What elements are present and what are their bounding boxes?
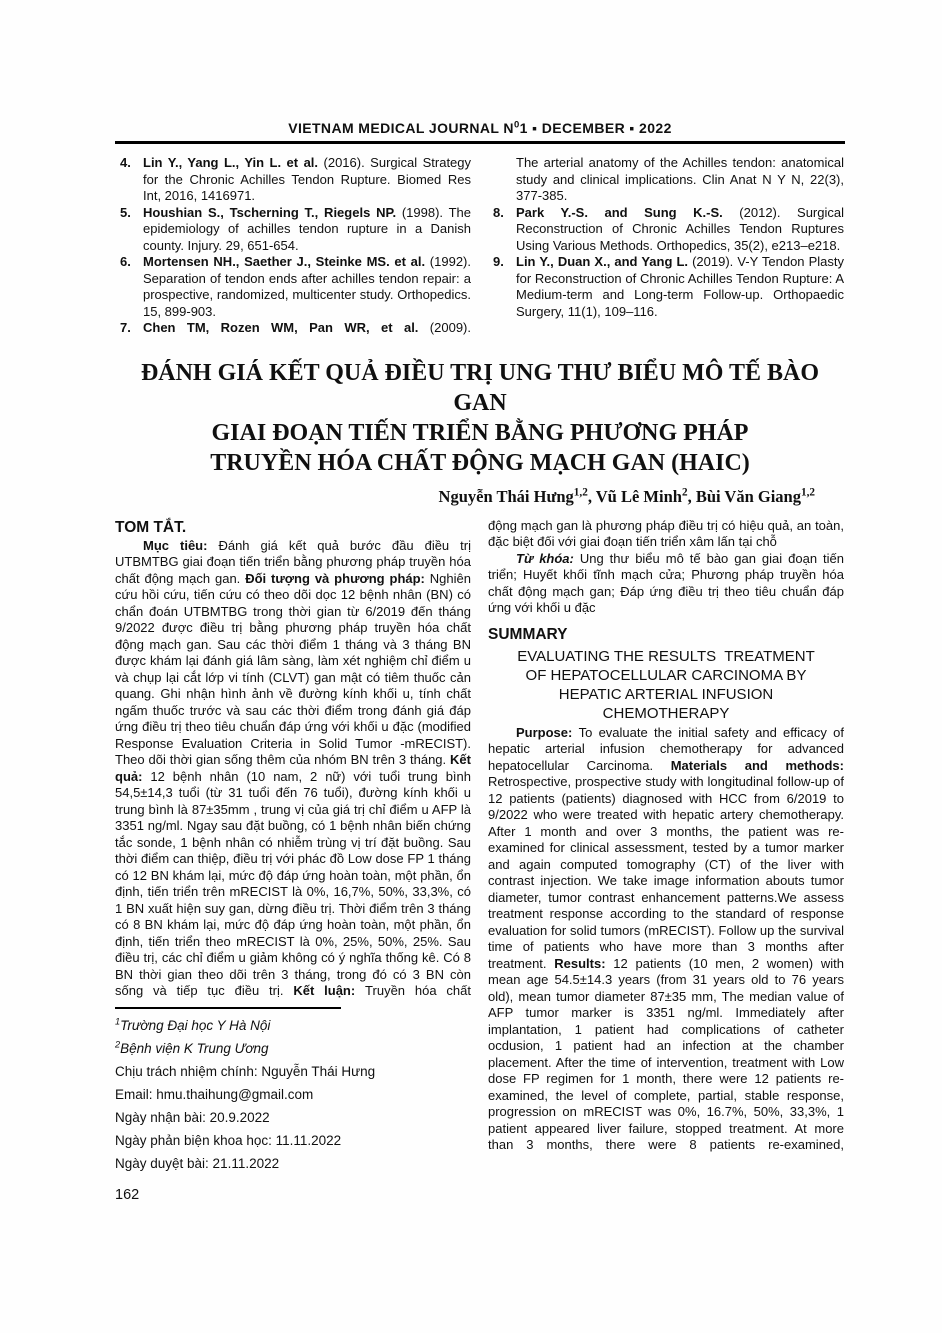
abstract-heading: TOM TẮT. [115, 518, 187, 536]
reference-item [488, 155, 844, 205]
article-title-line: GIAI ĐOẠN TIẾN TRIỂN BẰNG PHƯƠNG PHÁP [211, 419, 749, 446]
article-body [115, 518, 845, 1204]
article-title-line: TRUYỀN HÓA CHẤT ĐỘNG MẠCH GAN (HAIC) [210, 449, 750, 476]
summary-paragraph: Purpose: To evaluate the initial safety and efficacy of hepatic arterial infusion chemotherapy for advanced hepatocellular Carcinoma. Materials and methods: Retrospective, prospective study with longitudinal follow-up of 12 patients (patients) diagnosed with HCC from 6/2019 to 9/2022 who were treated with hepatic artery chemotherapy. After 1 month and over 3 months, the patient was re-examined for clinical assessment, tested by a tumor marker and again computed tomography (CT) of the liver with contrast injection. We take image information abouts tumor diameter, tumor contrast enhancement patterns.We assess treatment response according to the standard of response evaluation for solid tumors (mRECIST). Follow up the survival time of patients who have more than 3 months after treatment. Results: 12 patients (10 men, 2 women) with mean age 54.5±14.3 years (from 31 years old to 76 years old), mean tumor diameter 87±35 mm, The median value of AFP tumor marker is 3351 ng/ml. Immediately after implantation, 1 patient had complications of catheter ocdusion, 1 patient had an infection at the chamber placement. After the time of intervention, treatment with Low dose FP regimen for 1 month, there were 12 patients re-examined, the level of complete, partial, stable response, progression on mRECIST was 0%, 16.7%, 50%, 33,3%, 1 patient appeared liver failure, stopped treatment. At more than 3 months, there were 8 patients re-examined, [488, 724, 844, 1152]
reference-text: The arterial anatomy of the Achilles tendon: anatomical study and clinical implications. Clin Anat N Y N, 22(3), 377-385. [516, 155, 844, 203]
reference-text: Chen TM, Rozen WM, Pan WR, et al. (2009). [143, 320, 471, 335]
reference-number: 9. [493, 254, 504, 269]
page-number: 162 [115, 1186, 140, 1203]
article-title-line: ĐÁNH GIÁ KẾT QUẢ ĐIỀU TRỊ UNG THƯ BIỂU MÔ TẾ BÀO GAN [140, 359, 820, 416]
footnote-line: Ngày phản biện khoa học: 11.11.2022 [115, 1132, 342, 1148]
footnote-line: Chịu trách nhiệm chính: Nguyễn Thái Hưng [115, 1063, 376, 1079]
reference-item [115, 254, 471, 320]
summary-subtitle-line: EVALUATING THE RESULTS TREATMENT [517, 647, 815, 665]
reference-number: 5. [120, 204, 131, 220]
reference-item [488, 205, 844, 255]
footnote-line: Ngày nhận bài: 20.9.2022 [115, 1109, 270, 1125]
article-title [115, 358, 845, 478]
reference-item [115, 205, 471, 255]
keywords-paragraph: Từ khóa: Ung thư biểu mô tế bào gan giai đoạn tiến triển; Huyết khối tĩnh mạch cửa; Phương pháp truyền hóa chất động mạch gan; Đáp ứng điều trị theo tiêu chuẩn đáp ứng với khối u đặc [488, 550, 844, 615]
footnote-divider [115, 1007, 341, 1009]
body-column-right [488, 518, 844, 1204]
summary-subtitle [488, 647, 844, 723]
reference-number: 8. [493, 204, 504, 220]
abstract-paragraph: Mục tiêu: Đánh giá kết quả bước đầu điều trị UTBMTBG giai đoạn tiến triển bằng phương pháp truyền hóa chất động mạch gan. Đối tượng và phương pháp: Nghiên cứu hồi cứu, tiến cứu có theo dõi dọc 12 bệnh nhân (BN) có chẩn đoán UTBMTBG trong thời gian từ 6/2019 đến tháng 9/2022 được điều trị bằng phương pháp truyền hóa chất động mạch gan. Sau các thời điểm 1 tháng và 3 tháng BN được khám lại đánh giá lâm sàng, làm xét nghiệm chỉ điểm u và chụp lại cắt lớp vi tính (CLVT) gan mật có tiêm thuốc cản quang. Ghi nhận hình ảnh về đường kính khối u, tính chất ngấm thuốc trước và sau các thời điểm trong đánh giá đáp ứng điều trị theo tiêu chuẩn đáp ứng với khối u đặc (modified Response Evaluation Criteria in Solid Tumor -mRECIST). Theo dõi thời gian sống thêm của nhóm BN trên 3 tháng. Kết quả: 12 bệnh nhân (10 nam, 2 nữ) với tuổi trung bình 54,5±14,3 tuổi (từ 31 tuổi đến 76 tuổi), đường kính khối u trung bình là 87±35mm , trung vị của giá trị chỉ điểm u AFP là 3351 ng/ml. Ngay sau đặt buồng, có 1 bệnh nhân biến chứng tắc sonde, 1 bệnh nhân có nhiễm trùng vị trí đặt buồng. Sau thời điểm can thiệp, điều trị với phác đồ Low dose FP 1 tháng có 12 BN khám lại, mức độ đáp ứng hoàn toàn, một phần, ổn định, tiến triển trên mRECIST là 0%, 16,7%, 50%, 33,3%, có 1 BN xuất hiện suy gan, dừng điều trị. Thời điểm trên 3 tháng có 8 BN khám lại, mức độ đáp ứng hoàn toàn, một phần, ổn định, tiến triển theo mRECIST là 0%, 25%, 50%, 25%. Sau điều trị, các chỉ điểm u giảm không có ý nghĩa thống kê. Có 8 BN thời gian theo dõi trên 3 tháng, trong đó có 3 BN còn sống và tiếp tục điều trị. Kết luận: Truyền hóa chất [115, 537, 471, 998]
reference-item [115, 155, 471, 205]
reference-item [115, 320, 471, 337]
footnote-lines [115, 1014, 471, 1175]
footnote-line: Ngày duyệt bài: 21.11.2022 [115, 1155, 280, 1171]
reference-item [488, 254, 844, 320]
footnote-line: $^1$Trường Đại học Y Hà Nội [115, 1016, 271, 1033]
reference-text: Lin Y., Duan X., and Yang L. (2019). V-Y Tendon Plasty for Reconstruction of Chronic Achilles Tendon Rupture: A Medium-term and Long-term Follow-up. Orthopaedic Surgery, 11(1), 109–116. [516, 254, 845, 319]
reference-text: Mortensen NH., Saether J., Steinke MS. et al. (1992). Separation of tendon ends after achilles tendon repair: a prospective, randomized, multicenter study. Orthopedics. 15, 899-903. [143, 254, 471, 319]
journal-header: VIETNAM MEDICAL JOURNAL $N^01$ ▪ DECEMBER ▪ 2022 [115, 120, 845, 144]
reference-number: 7. [120, 320, 131, 335]
references-section [115, 155, 845, 337]
summary-subtitle-line: OF HEPATOCELLULAR CARCINOMA BY [525, 666, 807, 684]
reference-text: Park Y.-S. and Sung K.-S. (2012). Surgical Reconstruction of Chronic Achilles Tendon Ruptures Using Various Methods. Orthopedics, 35(2), e213–e218. [516, 204, 844, 253]
reference-text: Lin Y., Yang L., Yin L. et al. (2016). Surgical Strategy for the Chronic Achilles Tendon Rupture. Biomed Res Int, 2016, 1416971. [143, 155, 472, 203]
abstract-continuation: động mạch gan là phương pháp điều trị có hiệu quả, an toàn, đặc biệt đối với giai đoạn tiến triển xâm lấn tại chỗ [488, 517, 844, 549]
body-column-left [115, 518, 471, 1204]
authors-line: Nguyễn Thái Hưng$^{1,2}$, Vũ Lê Minh$^2$, Bùi Văn Giang$^{1,2}$ [438, 486, 815, 506]
footnote-block [115, 1007, 471, 1175]
references-column-left [115, 155, 471, 337]
summary-subtitle-line: CHEMOTHERAPY [602, 704, 730, 722]
references-column-right [488, 155, 844, 337]
reference-number: 6. [120, 254, 131, 269]
reference-text: Houshian S., Tscherning T., Riegels NP. (1998). The epidemiology of achilles tendon rupture in a Danish county. Injury. 29, 651-654. [143, 204, 471, 253]
summary-subtitle-line: HEPATIC ARTERIAL INFUSION [558, 685, 774, 703]
footnote-line: $^2$Bệnh viện K Trung Ương [115, 1039, 269, 1056]
summary-heading: SUMMARY [488, 625, 568, 643]
footnote-line: Email: hmu.thaihung@gmail.com [115, 1086, 314, 1102]
reference-number: 4. [120, 155, 131, 170]
